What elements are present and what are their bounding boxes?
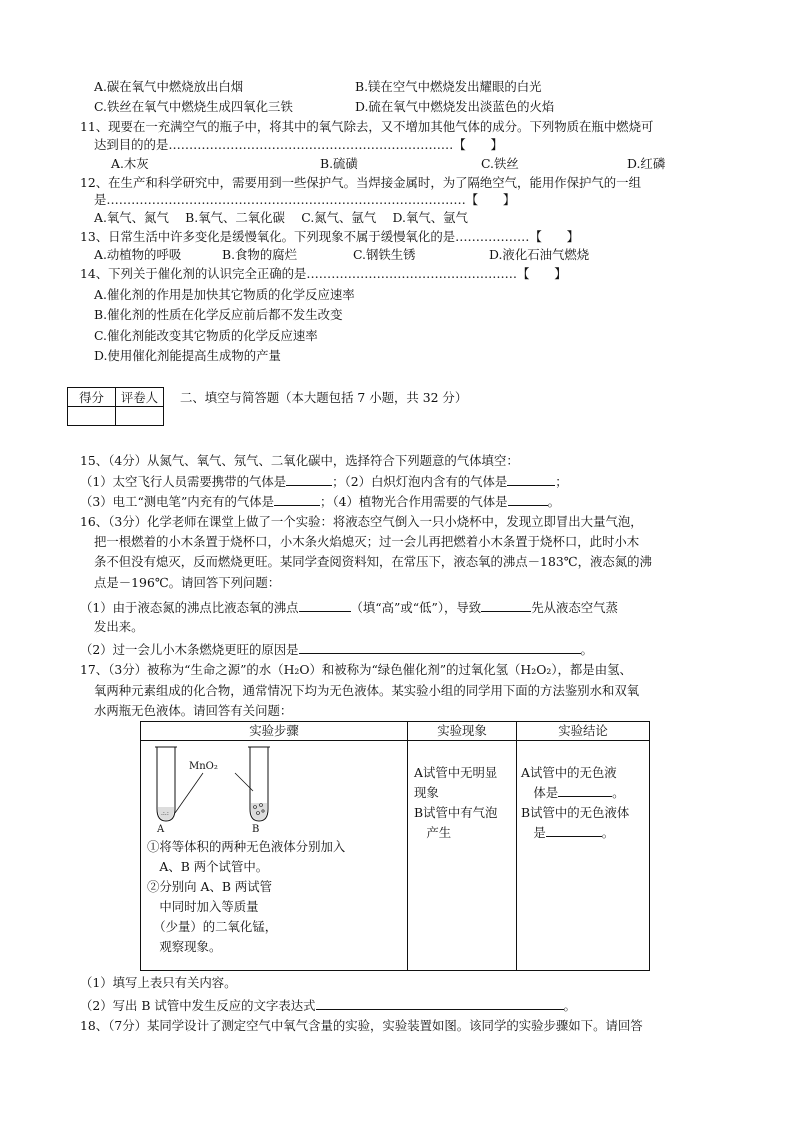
q10-option-c: C.铁丝在氧气中燃烧生成四氧化三铁 (94, 99, 293, 114)
q13-option-b: B.食物的腐烂 (222, 247, 297, 262)
conclusion-b-line2 (521, 823, 649, 843)
q13-stem-text: 13、日常生活中许多变化是缓慢氧化。下列现象不属于缓慢氧化的是……………… (80, 229, 530, 244)
q10-option-a: A.碳在氧气中燃烧放出白烟 (94, 79, 244, 94)
q16-stem-line1: 16、（3分）化学老师在课堂上做了一个实验：将液态空气倒入一只小烧杯中，发现立即冒出大量气泡， (80, 514, 643, 529)
q13-option-c: C.钢铁生锈 (353, 247, 416, 262)
step-line-3: ②分别向 A、B 两试管 (147, 879, 273, 894)
conclusion-a-blank[interactable] (558, 783, 612, 797)
step-line-4: 中同时加入等质量 (147, 899, 259, 914)
section2-title: 二、填空与简答题（本大题包括 7 小题，共 32 分） (180, 390, 468, 405)
mno2-pointer-a (175, 773, 203, 813)
conclusion-cell (517, 741, 650, 971)
test-tube-a (155, 747, 177, 821)
q10-option-b: B.镁在空气中燃烧发出耀眼的白光 (355, 79, 542, 94)
score-label: 得分 (68, 388, 116, 407)
conclusion-a-end: 。 (612, 785, 625, 800)
conclusion-b-blank[interactable] (546, 823, 602, 837)
q17-stem-line1: 17、（3分）被称为“生命之源”的水（H₂O）和被称为“绿色催化剂”的过氧化氢（H₂O₂），都是由氢、 (80, 662, 632, 677)
tube-b-label: B (252, 824, 260, 833)
step-line-2: A、B 两个试管中。 (147, 859, 269, 874)
q15-part3-text: （3）电工“测电笔”内充有的气体是 (80, 494, 275, 509)
q17-stem-line3: 水两瓶无色液体。请回答有关问题： (94, 703, 293, 718)
q11-stem-text: 达到目的的是…………………………………………………………… (94, 137, 454, 152)
q11-answer-bracket[interactable]: 【 】 (453, 137, 503, 152)
q11-option-b: B.硫磺 (320, 156, 358, 171)
q15-stem: 15、（4分）从氮气、氧气、氖气、二氧化碳中，选择符合下列题意的气体填空： (80, 453, 519, 468)
phenomenon-line-2: 现象 (414, 785, 439, 800)
step-line-6: 观察现象。 (147, 939, 222, 954)
q14-option-b: B.催化剂的性质在化学反应前后都不发生改变 (94, 307, 343, 322)
q15-row1-end: ； (555, 474, 568, 489)
phenomenon-line-1: A试管中无明显 (414, 765, 498, 780)
test-tubes-figure (141, 741, 407, 833)
q16-sub1-text-a: （1）由于液态氮的沸点比液态氧的沸点 (80, 600, 299, 615)
conclusion-b-end: 。 (601, 825, 615, 840)
q14-answer-bracket[interactable]: 【 】 (517, 266, 567, 281)
q16-stem-line4: 点是－196℃。请回答下列问题： (94, 575, 281, 590)
phenomenon-line-3: B试管中有气泡 (414, 805, 498, 820)
q16-sub2-text: （2）过一会儿小木条燃烧更旺的原因是 (80, 642, 299, 657)
conclusion-a-line2 (521, 783, 649, 803)
q15-blank-4[interactable] (508, 492, 548, 506)
q16-blank-2[interactable] (481, 598, 531, 612)
score-box (67, 387, 164, 426)
q12-stem-line1: 12、在生产和科学研究中，需要用到一些保护气。当焊接金属时，为了隔绝空气，能用作保护气的一组 (80, 175, 641, 190)
experiment-table (140, 721, 650, 971)
header-conclusion: 实验结论 (517, 722, 650, 741)
score-input-cell[interactable] (68, 407, 116, 426)
q17-sub2-text: （2）写出 B 试管中发生反应的文字表达式 (80, 998, 316, 1013)
q11-stem-line2 (94, 136, 503, 154)
q15-part1-text: （1）太空飞行人员需要携带的气体是 (80, 474, 287, 489)
q13-stem (80, 228, 579, 246)
q11-stem-line1: 11、现要在一充满空气的瓶子中，将其中的氧气除去，又不增加其他气体的成分。下列物质在瓶中燃烧可 (80, 119, 654, 134)
q13-option-d: D.液化石油气燃烧 (489, 247, 590, 262)
q17-stem-line2: 氧两种元素组成的化合物，通常情况下均为无色液体。某实验小组的同学用下面的方法鉴别水和双氧 (94, 683, 640, 698)
q14-option-d: D.使用催化剂能提高生成物的产量 (94, 348, 281, 363)
q17-sub1: （1）填写上表只有关内容。 (80, 975, 237, 990)
q10-option-d: D.硫在氧气中燃烧发出淡蓝色的火焰 (355, 99, 555, 114)
q14-option-a: A.催化剂的作用是加快其它物质的化学反应速率 (94, 287, 355, 302)
q17-sub2 (80, 996, 576, 1015)
phenomena-cell (408, 741, 517, 971)
q13-answer-bracket[interactable]: 【 】 (529, 229, 580, 244)
conclusion-a-text: 体是 (521, 785, 559, 800)
q12-answer-bracket[interactable]: 【 】 (465, 192, 516, 207)
q16-sub2 (80, 640, 593, 659)
q17-blank-equation[interactable] (316, 996, 564, 1010)
svg-text:.:.:: .:.: (161, 810, 169, 817)
q15-part4-text: ；（4）植物光合作用需要的气体是 (320, 494, 508, 509)
q11-option-c: C.铁丝 (481, 156, 519, 171)
q11-option-a: A.木灰 (111, 156, 149, 171)
q15-blank-2[interactable] (507, 472, 555, 486)
mno2-label: MnO₂ (189, 761, 218, 772)
q16-sub2-end: 。 (580, 642, 593, 657)
q15-blank-3[interactable] (274, 492, 320, 506)
q17-sub2-end: 。 (563, 998, 576, 1013)
q15-row2 (80, 492, 560, 511)
q14-stem (80, 265, 567, 283)
q16-stem-line3: 条不但没有熄灭，反而燃烧更旺。某同学查阅资料知，在常压下，液态氧的沸点－183℃，液态氮的沸 (94, 554, 652, 569)
test-tube-b (248, 747, 270, 821)
header-phenomena: 实验现象 (408, 722, 517, 741)
q12-options: A.氧气、氮气 B.氧气、二氧化碳 C.氮气、氩气 D.氧气、氩气 (94, 210, 468, 225)
q12-stem-text: 是…………………………………………………………………………… (94, 192, 466, 207)
tube-a-label: A (157, 824, 165, 833)
conclusion-a-line1: A试管中的无色液 (521, 765, 617, 780)
steps-text (141, 833, 407, 957)
grader-label: 评卷人 (116, 388, 164, 407)
q15-row1 (80, 472, 568, 491)
q16-stem-line2: 把一根燃着的小木条置于烧杯口，小木条火焰熄灭；过一会儿再把燃着小木条置于烧杯口，此时小木 (94, 534, 640, 549)
steps-cell (141, 741, 408, 971)
q12-stem-line2 (94, 191, 515, 209)
conclusion-b-line1: B试管中的无色液体 (521, 805, 630, 820)
conclusion-b-text: 是 (521, 825, 546, 840)
grader-input-cell[interactable] (116, 407, 164, 426)
q15-part2-text: ；（2）白炽灯泡内含有的气体是 (332, 474, 508, 489)
step-line-1: ①将等体积的两种无色液体分别加入 (147, 839, 346, 854)
q14-option-c: C.催化剂能改变其它物质的化学反应速率 (94, 328, 318, 343)
q16-sub1 (80, 598, 618, 617)
q16-sub1-text-c: 先从液态空气蒸 (531, 600, 618, 615)
q18-stem-line1: 18、（7分）某同学设计了测定空气中氧气含量的实验，实验装置如图。该同学的实验步骤如下。请回答 (80, 1018, 643, 1033)
header-steps: 实验步骤 (141, 722, 408, 741)
q16-sub1-cont: 发出来。 (94, 619, 144, 634)
step-line-5: （少量）的二氧化锰， (147, 919, 278, 934)
q16-blank-3[interactable] (299, 640, 581, 654)
q15-blank-1[interactable] (286, 472, 332, 486)
q15-row2-end: 。 (547, 494, 560, 509)
q16-blank-1[interactable] (299, 598, 351, 612)
q16-sub1-text-b: （填“高”或“低”），导致 (350, 600, 482, 615)
q13-option-a: A.动植物的呼吸 (94, 247, 182, 262)
phenomenon-line-4: 产生 (414, 825, 452, 840)
q14-stem-text: 14、下列关于催化剂的认识完全正确的是…………………………………………… (80, 266, 518, 281)
q11-option-d: D.红磷 (627, 156, 666, 171)
